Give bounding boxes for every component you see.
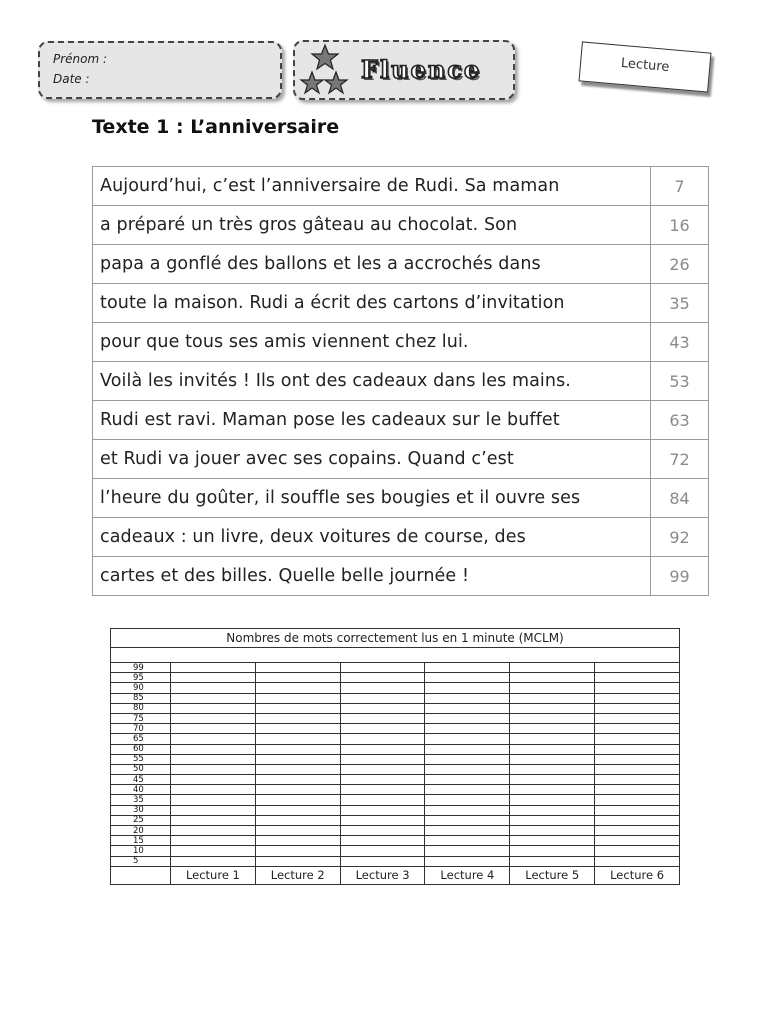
grid-cell [171,785,256,795]
grid-cell [425,673,510,683]
grid-cell [510,744,595,754]
lecture-column-label: Lecture 5 [510,866,595,884]
reading-line-text: cadeaux : un livre, deux voitures de course, des [93,518,651,557]
grid-score-row [111,805,680,815]
grid-cell [340,744,425,754]
score-label: 99 [111,663,171,673]
lecture-column-label: Lecture 6 [595,866,680,884]
grid-cell [595,795,680,805]
document-title: Texte 1 : L’anniversaire [92,116,340,138]
grid-cell [171,734,256,744]
word-count: 43 [651,323,709,362]
reading-line-text: Aujourd’hui, c’est l’anniversaire de Rudi. Sa maman [93,167,651,206]
grid-cell [255,785,340,795]
word-count: 63 [651,401,709,440]
grid-cell [171,836,256,846]
grid-title: Nombres de mots correctement lus en 1 minute (MCLM) [111,629,680,648]
grid-cell [510,795,595,805]
grid-cell [340,836,425,846]
reading-line-text: pour que tous ses amis viennent chez lui. [93,323,651,362]
score-label: 80 [111,703,171,713]
grid-cell [425,815,510,825]
grid-cell [340,713,425,723]
score-label: 50 [111,764,171,774]
score-label: 70 [111,724,171,734]
grid-cell [340,785,425,795]
grid-cell [340,703,425,713]
score-label: 35 [111,795,171,805]
grid-cell [255,724,340,734]
word-count: 84 [651,479,709,518]
grid-cell [510,846,595,856]
reading-row [93,518,709,557]
reading-row [93,479,709,518]
word-count: 99 [651,557,709,596]
grid-cell [340,805,425,815]
lecture-column-label: Lecture 2 [255,866,340,884]
grid-cell [595,724,680,734]
grid-cell [425,744,510,754]
grid-cell [425,713,510,723]
grid-cell [595,683,680,693]
reading-line-text: cartes et des billes. Quelle belle journée ! [93,557,651,596]
grid-cell [595,856,680,866]
grid-cell [425,805,510,815]
score-label: 75 [111,713,171,723]
grid-cell [510,713,595,723]
grid-score-row [111,836,680,846]
grid-cell [425,795,510,805]
reading-line-text: toute la maison. Rudi a écrit des cartons d’invitation [93,284,651,323]
score-label: 90 [111,683,171,693]
grid-cell [255,663,340,673]
score-label: 20 [111,826,171,836]
grid-cell [595,663,680,673]
word-count: 72 [651,440,709,479]
grid-cell [510,815,595,825]
grid-cell [595,836,680,846]
grid-score-row [111,846,680,856]
grid-cell [340,683,425,693]
grid-cell [255,815,340,825]
grid-cell [171,795,256,805]
grid-cell [340,795,425,805]
grid-cell [171,826,256,836]
grid-score-row [111,673,680,683]
reading-line-text: Voilà les invités ! Ils ont des cadeaux dans les mains. [93,362,651,401]
grid-cell [510,703,595,713]
grid-cell [595,673,680,683]
grid-spacer-row [111,648,680,663]
grid-cell [510,775,595,785]
score-label: 45 [111,775,171,785]
grid-cell [255,673,340,683]
reading-text-table [92,166,709,596]
reading-line-text: papa a gonflé des ballons et les a accrochés dans [93,245,651,284]
grid-cell [425,775,510,785]
word-count: 53 [651,362,709,401]
score-label: 65 [111,734,171,744]
reading-row [93,167,709,206]
grid-corner-cell [111,866,171,884]
grid-cell [171,856,256,866]
grid-cell [595,826,680,836]
score-label: 55 [111,754,171,764]
grid-score-row [111,785,680,795]
grid-cell [255,856,340,866]
grid-cell [595,775,680,785]
grid-score-row [111,724,680,734]
lecture-column-label: Lecture 3 [340,866,425,884]
grid-cell [340,775,425,785]
grid-cell [340,764,425,774]
grid-cell [510,764,595,774]
reading-row [93,284,709,323]
grid-cell [595,754,680,764]
grid-cell [340,693,425,703]
grid-cell [171,754,256,764]
grid-cell [255,846,340,856]
word-count: 16 [651,206,709,245]
grid-cell [510,673,595,683]
grid-score-row [111,764,680,774]
grid-cell [510,754,595,764]
stars-icon [295,42,365,98]
grid-cell [595,703,680,713]
score-label: 85 [111,693,171,703]
grid-score-row [111,683,680,693]
lecture-tag [579,41,712,92]
grid-cell [171,683,256,693]
grid-cell [595,734,680,744]
grid-cell [510,663,595,673]
grid-cell [510,683,595,693]
grid-cell [425,856,510,866]
grid-cell [595,805,680,815]
grid-cell [425,826,510,836]
grid-cell [510,785,595,795]
score-label: 15 [111,836,171,846]
grid-cell [255,703,340,713]
reading-line-text: et Rudi va jouer avec ses copains. Quand c’est [93,440,651,479]
date-label: Date : [53,72,90,86]
grid-cell [425,693,510,703]
grid-cell [340,856,425,866]
grid-cell [255,734,340,744]
reading-row [93,323,709,362]
grid-cell [340,846,425,856]
grid-cell [171,693,256,703]
score-label: 40 [111,785,171,795]
grid-cell [340,754,425,764]
reading-row [93,245,709,284]
grid-cell [171,764,256,774]
score-label: 60 [111,744,171,754]
grid-cell [255,693,340,703]
grid-score-row [111,754,680,764]
grid-cell [171,703,256,713]
grid-cell [595,693,680,703]
lecture-tag-label: Lecture [620,55,670,76]
grid-cell [255,683,340,693]
grid-cell [595,764,680,774]
grid-score-row [111,826,680,836]
fluence-banner [293,40,515,100]
grid-cell [255,826,340,836]
grid-cell [425,846,510,856]
grid-cell [255,713,340,723]
grid-cell [510,836,595,846]
name-date-box [38,41,282,99]
score-label: 5 [111,856,171,866]
grid-cell [425,683,510,693]
mclm-grid [110,628,680,885]
grid-cell [425,734,510,744]
score-label: 30 [111,805,171,815]
grid-cell [255,744,340,754]
grid-cell [171,724,256,734]
fluence-title: Fluence [361,55,482,84]
grid-cell [595,815,680,825]
grid-cell [510,805,595,815]
lecture-column-label: Lecture 1 [171,866,256,884]
grid-score-row [111,856,680,866]
reading-row [93,206,709,245]
grid-cell [510,856,595,866]
word-count: 7 [651,167,709,206]
grid-cell [171,815,256,825]
score-label: 95 [111,673,171,683]
word-count: 92 [651,518,709,557]
grid-cell [255,775,340,785]
reading-line-text: a préparé un très gros gâteau au chocolat. Son [93,206,651,245]
grid-cell [425,785,510,795]
grid-cell [171,673,256,683]
grid-cell [340,724,425,734]
grid-cell [171,846,256,856]
grid-cell [255,836,340,846]
grid-cell [340,815,425,825]
grid-cell [595,846,680,856]
grid-score-row [111,795,680,805]
reading-row [93,440,709,479]
grid-score-row [111,744,680,754]
grid-score-row [111,663,680,673]
grid-cell [425,754,510,764]
grid-cell [425,703,510,713]
grid-cell [171,744,256,754]
grid-cell [425,836,510,846]
score-label: 10 [111,846,171,856]
grid-cell [255,805,340,815]
grid-score-row [111,734,680,744]
prenom-label: Prénom : [53,52,108,66]
grid-cell [255,754,340,764]
reading-row [93,557,709,596]
grid-cell [340,826,425,836]
grid-score-row [111,693,680,703]
grid-cell [171,663,256,673]
grid-score-row [111,713,680,723]
grid-cell [425,663,510,673]
grid-cell [595,785,680,795]
score-label: 25 [111,815,171,825]
grid-cell [340,734,425,744]
reading-row [93,401,709,440]
grid-cell [255,764,340,774]
grid-cell [171,775,256,785]
grid-cell [595,744,680,754]
grid-cell [510,734,595,744]
grid-cell [340,663,425,673]
grid-cell [340,673,425,683]
grid-cell [510,693,595,703]
grid-cell [171,805,256,815]
grid-cell [425,724,510,734]
grid-cell [510,724,595,734]
lecture-column-label: Lecture 4 [425,866,510,884]
word-count: 26 [651,245,709,284]
grid-score-row [111,703,680,713]
grid-score-row [111,815,680,825]
reading-line-text: Rudi est ravi. Maman pose les cadeaux sur le buffet [93,401,651,440]
grid-cell [171,713,256,723]
reading-line-text: l’heure du goûter, il souffle ses bougies et il ouvre ses [93,479,651,518]
grid-cell [255,795,340,805]
grid-cell [595,713,680,723]
reading-row [93,362,709,401]
grid-cell [425,764,510,774]
grid-cell [510,826,595,836]
grid-score-row [111,775,680,785]
word-count: 35 [651,284,709,323]
